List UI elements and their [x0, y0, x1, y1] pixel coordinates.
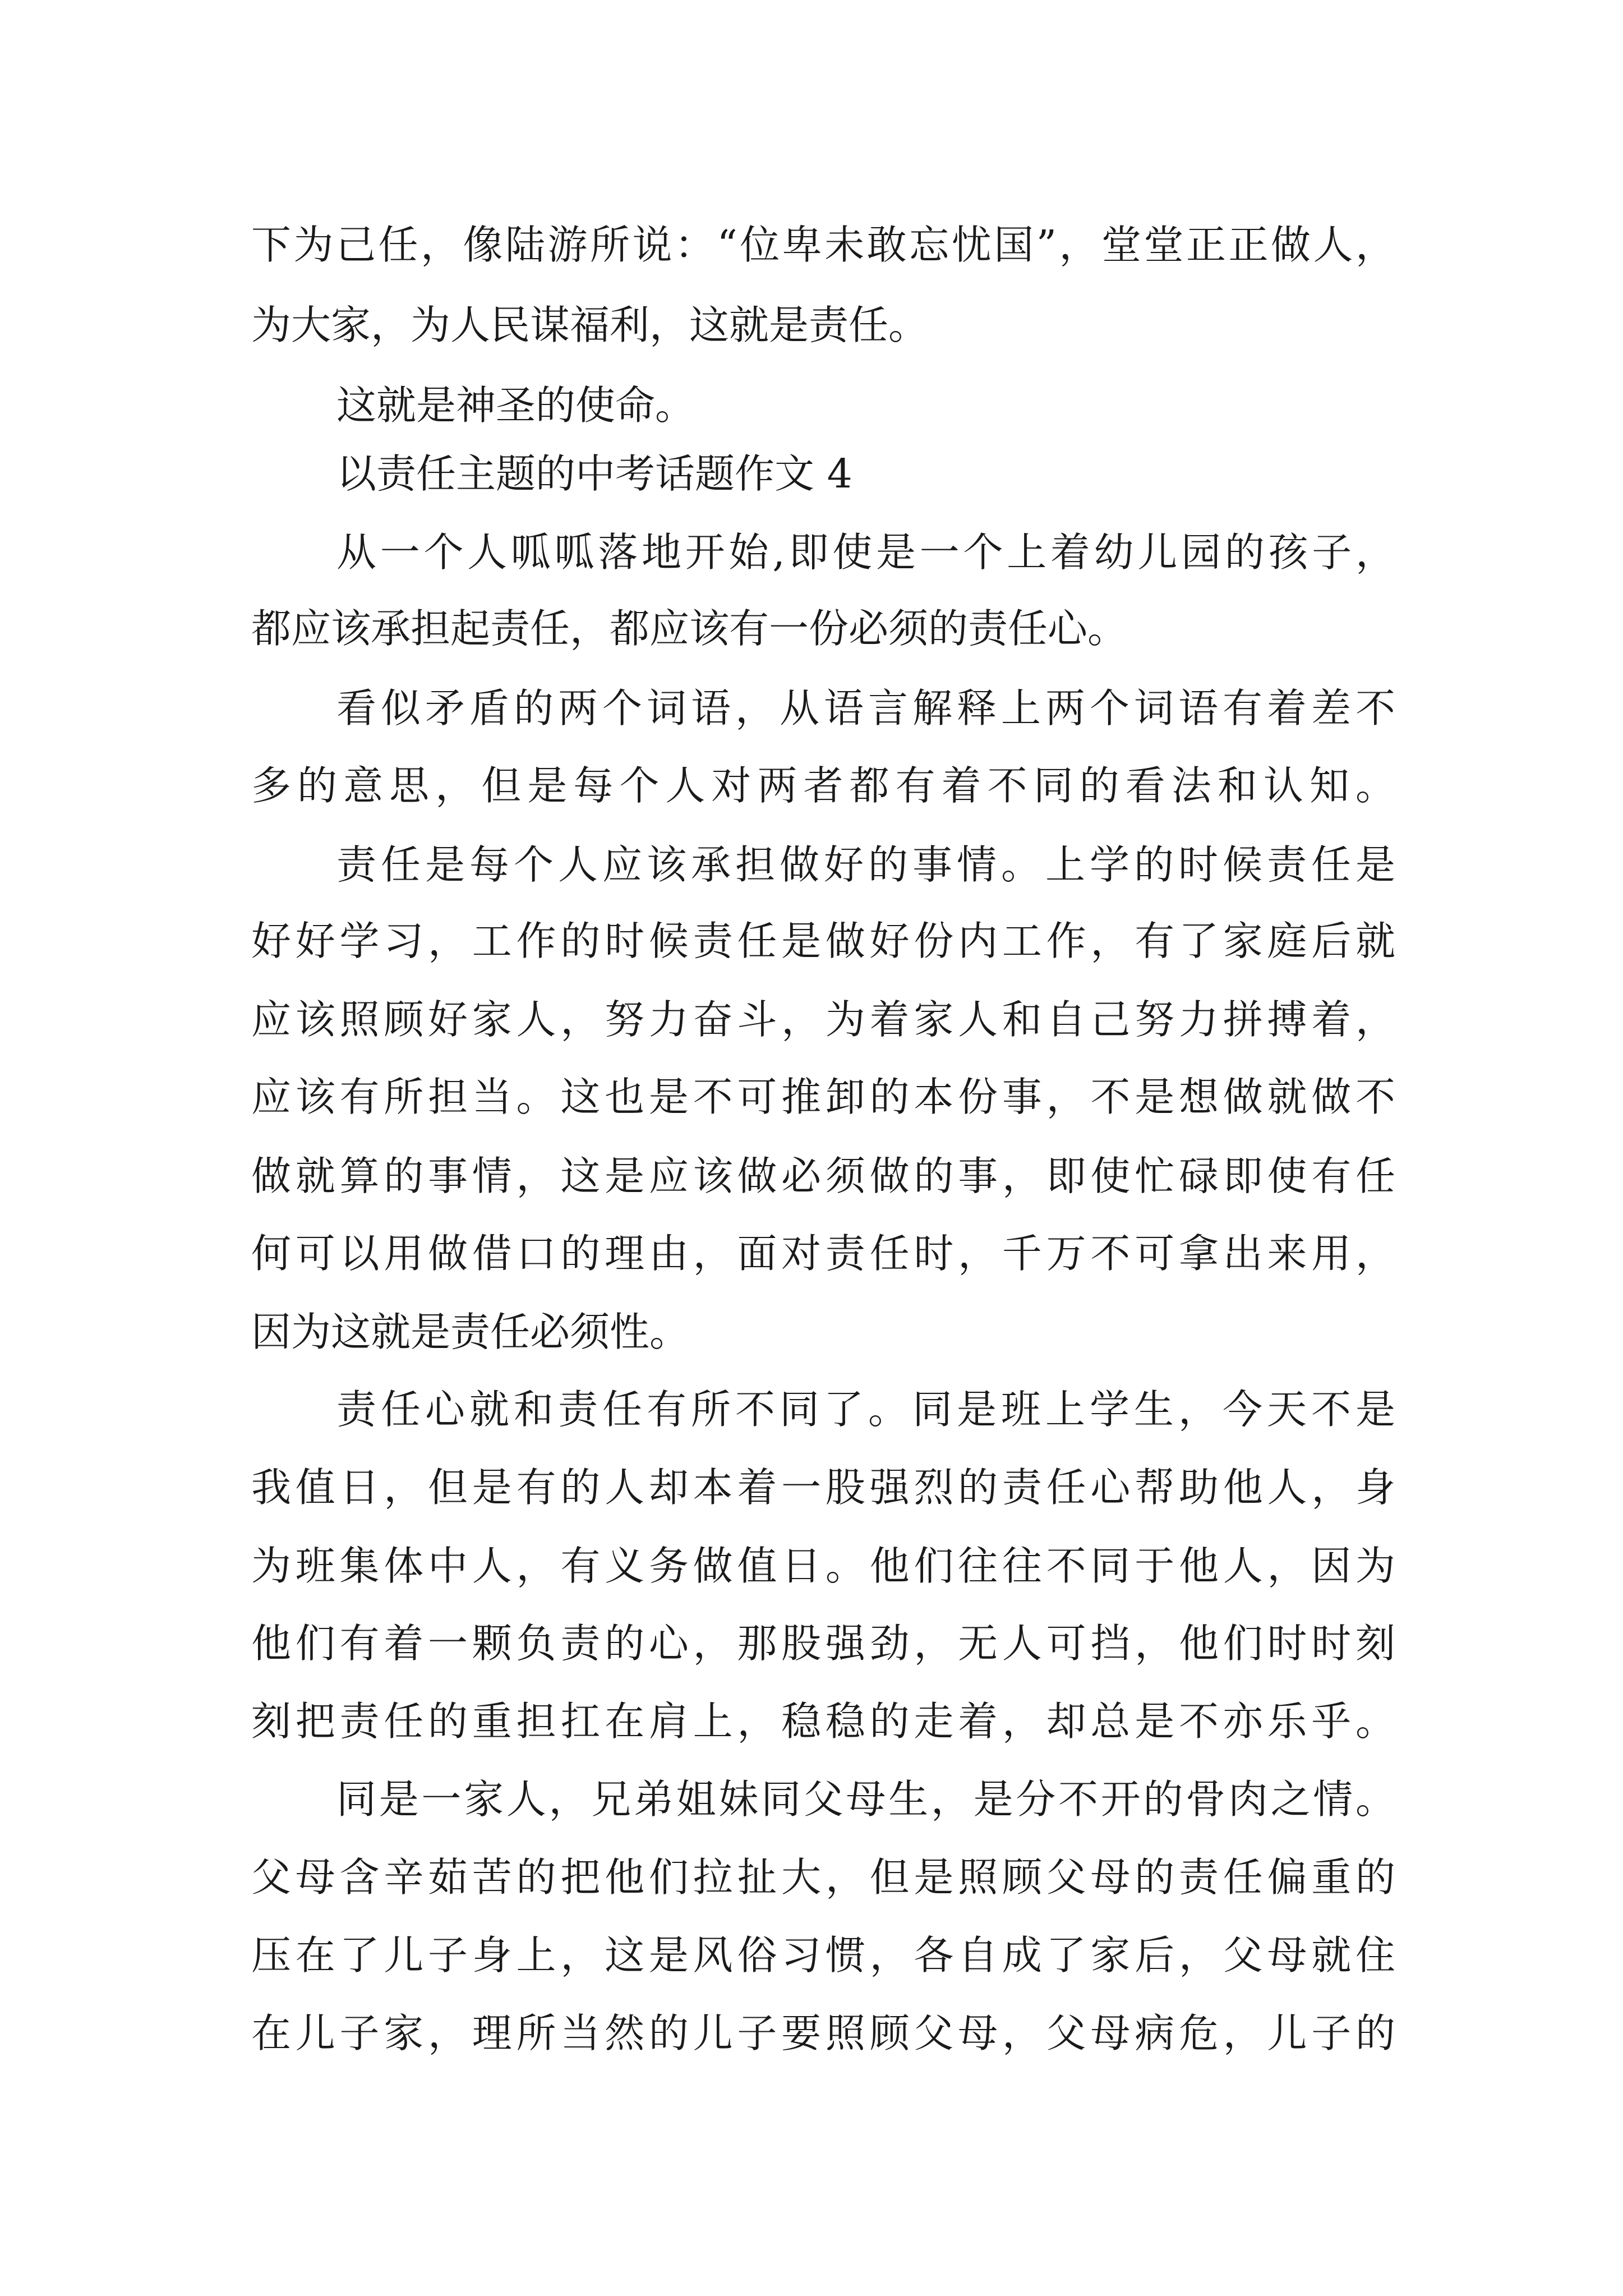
- text-line: 从一个人呱呱落地开始,即使是一个上着幼儿园的孩子，: [336, 529, 1395, 576]
- text-line: 好好学习，工作的时候责任是做好份内工作，有了家庭后就: [251, 918, 1395, 964]
- text-line: 我值日，但是有的人却本着一股强烈的责任心帮助他人，身: [251, 1464, 1395, 1511]
- text-line: 父母含辛茹苦的把他们拉扯大，但是照顾父母的责任偏重的: [251, 1854, 1395, 1901]
- text-line: 做就算的事情，这是应该做必须做的事，即使忙碌即使有任: [251, 1153, 1395, 1199]
- text-line: 这就是神圣的使命。: [336, 382, 695, 429]
- text-line: 何可以用做借口的理由，面对责任时，千万不可拿出来用，: [251, 1230, 1395, 1277]
- text-line: 看似矛盾的两个词语，从语言解释上两个词语有着差不: [336, 685, 1395, 731]
- text-line: 责任是每个人应该承担做好的事情。上学的时候责任是: [336, 841, 1395, 888]
- text-line: 多的意思，但是每个人对两者都有着不同的看法和认知。: [251, 762, 1395, 809]
- text-line: 刻把责任的重担扛在肩上，稳稳的走着，却总是不亦乐乎。: [251, 1698, 1395, 1745]
- text-line: 应该照顾好家人，努力奋斗，为着家人和自己努力拼搏着，: [251, 996, 1395, 1043]
- text-line: 压在了儿子身上，这是风俗习惯，各自成了家后，父母就住: [251, 1932, 1395, 1978]
- text-line: 同是一家人，兄弟姐妹同父母生，是分不开的骨肉之情。: [336, 1776, 1395, 1823]
- text-line: 为班集体中人，有义务做值日。他们往往不同于他人，因为: [251, 1543, 1395, 1589]
- text-line: 在儿子家，理所当然的儿子要照顾父母，父母病危，儿子的: [251, 2010, 1395, 2056]
- text-line: 他们有着一颗负责的心，那股强劲，无人可挡，他们时时刻: [251, 1620, 1395, 1667]
- text-line: 下为己任，像陆游所说：“位卑未敢忘忧国”，堂堂正正做人，: [251, 222, 1395, 268]
- text-line: 责任心就和责任有所不同了。同是班上学生，今天不是: [336, 1386, 1395, 1433]
- text-line: 为大家，为人民谋福利，这就是责任。: [251, 302, 929, 348]
- section-heading: 以责任主题的中考话题作文 4: [336, 450, 852, 497]
- text-line: 因为这就是责任必须性。: [251, 1309, 690, 1355]
- text-line: 应该有所担当。这也是不可推卸的本份事，不是想做就做不: [251, 1074, 1395, 1120]
- text-line: 都应该承担起责任，都应该有一份必须的责任心。: [251, 605, 1128, 652]
